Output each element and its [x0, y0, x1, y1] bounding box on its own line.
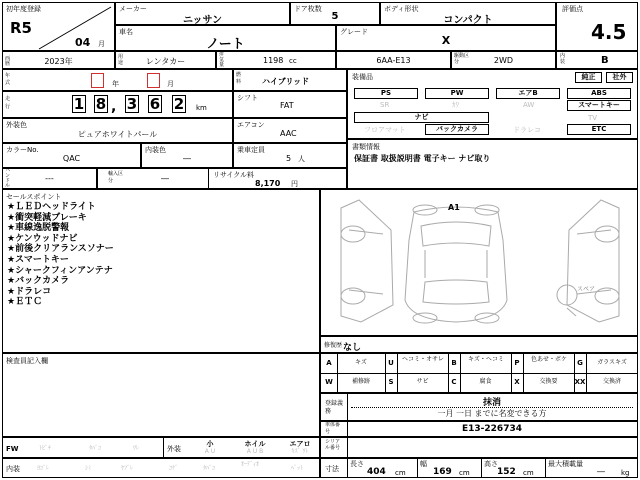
color-no-cell: [2, 143, 141, 168]
score-cell: [556, 2, 638, 51]
inspector-panel: [2, 353, 320, 437]
car-name-label: 車名: [119, 28, 133, 36]
exterior-item: エアロ: [289, 440, 311, 448]
legend-text: サビ: [416, 378, 429, 385]
interior-item: ﾖｺﾞﾚ: [37, 465, 50, 472]
usage-value: レンタカー: [145, 57, 186, 66]
selling-point: ★ＬＥＤヘッドライト: [7, 202, 96, 212]
exterior-item-sub: A U B: [246, 448, 264, 455]
exterior-item-sub: ｷｽﾞ ﾜﾚ: [291, 448, 309, 455]
length-label: 長さ: [350, 460, 364, 468]
exterior-item: ホイル: [244, 440, 266, 448]
interior-color-label: 内装色: [145, 146, 166, 154]
color-no-label: カラーNo.: [6, 146, 39, 154]
body-type-cell: [380, 2, 556, 25]
score-label: 評価点: [562, 5, 583, 13]
length-value: 404: [367, 467, 386, 477]
interior-grade-label: 内装: [560, 53, 566, 65]
damage-legend: [320, 353, 638, 393]
legend-text: 補修跡: [351, 378, 370, 385]
month-unit: 月: [98, 40, 105, 48]
import-label: 輸入区分: [108, 171, 124, 184]
equip-pw: PW: [425, 88, 489, 99]
legend-text: キズ・ヘコミ: [468, 356, 504, 363]
equip-tv: TV: [588, 114, 598, 122]
equipment-title: 装備品: [352, 73, 373, 81]
max-load-label: 最大積載量: [548, 460, 583, 468]
documents-title: 書類情報: [352, 143, 380, 151]
fw-item: ﾀﾊﾞｺ: [89, 445, 102, 452]
repair-history-label: 修復歴: [324, 342, 343, 349]
interior-item: ｵｰﾃﾞｨｵ: [241, 461, 260, 468]
length-unit: cm: [395, 469, 406, 477]
exterior-color-value: ピュアホワイトパール: [77, 130, 158, 139]
usage-label: 用途: [118, 54, 124, 66]
car-name-value: ノート: [206, 37, 245, 51]
handle-label: ハンドル: [5, 168, 11, 189]
dimensions-row: [320, 458, 638, 478]
ac-cell: [233, 118, 347, 143]
month-box: [147, 73, 160, 88]
shift-label: シフト: [237, 94, 258, 102]
model-code-cell: [336, 51, 451, 69]
legend-code: C: [451, 378, 457, 386]
width-unit: cm: [459, 469, 470, 477]
selling-point: ★ドラレコ: [7, 286, 52, 297]
max-load-value: ―: [597, 467, 605, 476]
interior-color-cell: [141, 143, 233, 168]
fw-item: ﾄﾋﾞﾁ: [39, 445, 52, 452]
handle-cell: [2, 168, 97, 189]
recycle-value: 8,170: [255, 179, 281, 188]
serial-label: シリアル番号: [325, 439, 341, 451]
aftermarket-label: 社外: [606, 72, 633, 83]
selling-point: ★ケンウッドナビ: [7, 233, 78, 244]
width-value: 169: [433, 467, 452, 477]
documents-panel: [347, 139, 638, 189]
capacity-unit: 人: [298, 155, 305, 163]
recycle-cell: [208, 168, 347, 189]
odometer-unit: km: [196, 104, 207, 112]
drive-label: 駆動区分: [454, 53, 470, 65]
interior-item: ﾍﾟｯﾄ: [291, 465, 304, 472]
legend-code: P: [514, 359, 520, 367]
documents-value: 保証書 取扱説明書 電子キー ナビ取り: [354, 154, 491, 163]
color-no-value: QAC: [62, 154, 81, 163]
equip-navi: ナビ: [354, 112, 489, 123]
registration-cell: [320, 393, 638, 421]
dimensions-label: 寸法: [325, 465, 339, 473]
displacement-label: 排気量: [219, 51, 225, 68]
selling-point: ★前後クリアランスソナー: [7, 244, 114, 255]
exterior-item-sub: A U: [204, 448, 216, 455]
damage-mark: A1: [448, 203, 460, 212]
doors-label: ドア枚数: [294, 5, 322, 13]
fw-item: ﾜﾚ: [133, 445, 140, 452]
equip-smartkey: スマートキー: [567, 100, 631, 111]
odometer-comma: ,: [111, 99, 117, 115]
model-year-cell: [2, 69, 233, 91]
chassis-value: E13-226734: [462, 424, 522, 434]
interior-item: ﾔﾌﾞﾚ: [121, 465, 134, 472]
interior-item: ｺｹﾞ: [169, 465, 179, 472]
fuel-value: ハイブリッド: [262, 77, 310, 86]
chassis-label: 車体番号: [325, 422, 341, 435]
interior-label: 内装: [6, 465, 20, 473]
interior-grade-cell: [556, 51, 638, 69]
equip-backcamera: バックカメラ: [425, 124, 489, 135]
car-diagram-panel: [320, 189, 638, 336]
equip-aw: AW: [523, 101, 535, 109]
legend-code: S: [388, 378, 394, 386]
equip-abs: ABS: [567, 88, 631, 99]
exterior-label: 外装: [167, 445, 181, 453]
odometer-digit: 8: [95, 95, 107, 113]
displacement-unit: cc: [289, 57, 297, 65]
drive-cell: [451, 51, 556, 69]
maker-label: メーカー: [119, 5, 147, 13]
equip-floormat: フロアマット: [364, 126, 406, 134]
equip-sr: SR: [380, 101, 390, 109]
selling-point: ★ＥＴＣ: [7, 297, 43, 308]
displacement-value: 1198: [263, 56, 284, 65]
spare-label: スペア: [577, 286, 596, 293]
shift-value: FAT: [280, 101, 294, 110]
legend-text: 腐食: [479, 378, 492, 385]
fuel-label: 燃料: [236, 72, 242, 85]
interior-item: ｼﾐ: [85, 465, 92, 472]
year-cell: [2, 51, 115, 69]
legend-text: ガラスキズ: [597, 359, 627, 366]
selling-point: ★衝突軽減ブレーキ: [7, 212, 87, 223]
month-unit-box: 月: [167, 80, 174, 88]
registration-note: 一月 一日 までに名変できる方: [437, 409, 547, 418]
recycle-unit: 円: [291, 180, 298, 188]
width-label: 幅: [420, 460, 427, 468]
selling-point: ★シャークフィンアンテナ: [7, 265, 113, 276]
maker-value: ニッサン: [182, 15, 223, 25]
interior-row: [2, 458, 320, 478]
selling-point: ★バックカメラ: [7, 276, 70, 287]
legend-text: ヘコミ・オサレ: [402, 356, 444, 363]
legend-text: 交換要: [539, 378, 558, 385]
recycle-label: リサイクル料: [213, 171, 255, 179]
serial-cell: [320, 437, 638, 458]
model-year-label: 年式: [5, 73, 11, 86]
displacement-cell: [216, 51, 336, 69]
capacity-label: 乗車定員: [237, 146, 265, 154]
handle-value: ---: [45, 174, 54, 183]
selling-point: ★車線逸脱警報: [7, 223, 70, 234]
grade-cell: [336, 25, 556, 51]
grade-value: X: [441, 34, 451, 47]
legend-code: U: [388, 359, 394, 367]
max-load-unit: kg: [621, 469, 630, 477]
year-box: [91, 73, 104, 88]
legend-text: 交換済: [602, 378, 621, 385]
equip-airbag: エアB: [496, 88, 560, 99]
height-value: 152: [497, 467, 516, 477]
height-unit: cm: [523, 469, 534, 477]
usage-cell: [115, 51, 216, 69]
interior-grade-value: B: [601, 55, 609, 66]
drive-value: 2WD: [493, 56, 514, 65]
odometer-label: 走行: [5, 96, 11, 110]
ac-label: エアコン: [237, 121, 265, 129]
first-reg-era: R5: [10, 19, 32, 37]
selling-point: ★スマートキー: [7, 254, 69, 265]
capacity-value: 5: [286, 154, 292, 163]
equip-ps: PS: [354, 88, 418, 99]
odometer-digit: 6: [149, 95, 161, 113]
chassis-cell: [320, 421, 638, 437]
equip-etc: ETC: [567, 124, 631, 135]
body-type-label: ボディ形状: [384, 5, 419, 13]
odometer-digit: 2: [173, 95, 185, 113]
odometer-digit: 3: [126, 95, 138, 113]
grade-label: グレード: [340, 28, 368, 36]
legend-code: A: [326, 359, 332, 367]
legend-text: キズ: [355, 359, 367, 366]
capacity-cell: [233, 143, 347, 168]
fw-row: [2, 437, 320, 458]
body-type-value: コンパクト: [443, 15, 493, 25]
legend-code: W: [325, 378, 333, 386]
legend-code: XX: [574, 378, 586, 386]
exterior-color-cell: [2, 118, 233, 143]
car-damage-diagram: [321, 190, 638, 336]
equip-leather: ｶﾜ: [452, 101, 459, 109]
legend-text: 色あせ・ボケ: [530, 356, 567, 363]
interior-color-value: ―: [183, 154, 191, 163]
year-label: 西暦: [5, 56, 11, 67]
first-reg-label: 初年度登録: [6, 5, 41, 13]
exterior-item: 小: [206, 440, 214, 448]
exterior-color-label: 外装色: [6, 121, 27, 129]
legend-code: B: [451, 359, 457, 367]
inspector-title: 検査員記入欄: [6, 357, 48, 365]
registration-label: 登録義務: [325, 400, 344, 415]
doors-value: 5: [331, 11, 339, 22]
year-unit: 年: [112, 80, 119, 88]
import-value: ―: [161, 174, 169, 183]
pure-label: 純正: [575, 72, 602, 83]
interior-item: ﾀﾊﾞｺ: [203, 465, 216, 472]
equip-dashcam: ドラレコ: [513, 126, 541, 134]
maker-cell: [115, 2, 290, 25]
odometer-digit: 1: [73, 95, 85, 113]
legend-code: X: [514, 378, 520, 386]
selling-points-panel: [2, 189, 320, 353]
ac-value: AAC: [280, 129, 297, 138]
year-value: 2023年: [44, 57, 73, 66]
model-code-value: 6AA-E13: [376, 56, 411, 65]
legend-code: G: [577, 359, 583, 367]
repair-history-value: なし: [343, 343, 362, 353]
fuel-cell: [233, 69, 347, 91]
registration-value: 抹消: [482, 398, 501, 408]
height-label: 高さ: [484, 460, 498, 468]
car-name-cell: [115, 25, 336, 51]
equipment-panel: [347, 69, 638, 139]
shift-cell: [233, 91, 347, 118]
selling-points-title: セールスポイント: [6, 193, 62, 201]
first-reg-month: 04: [75, 36, 91, 49]
doors-cell: [290, 2, 380, 25]
fw-label: FW: [6, 445, 19, 453]
score-value: 4.5: [591, 20, 627, 44]
first-registration-cell: [2, 2, 115, 51]
repair-history-cell: [320, 336, 638, 353]
